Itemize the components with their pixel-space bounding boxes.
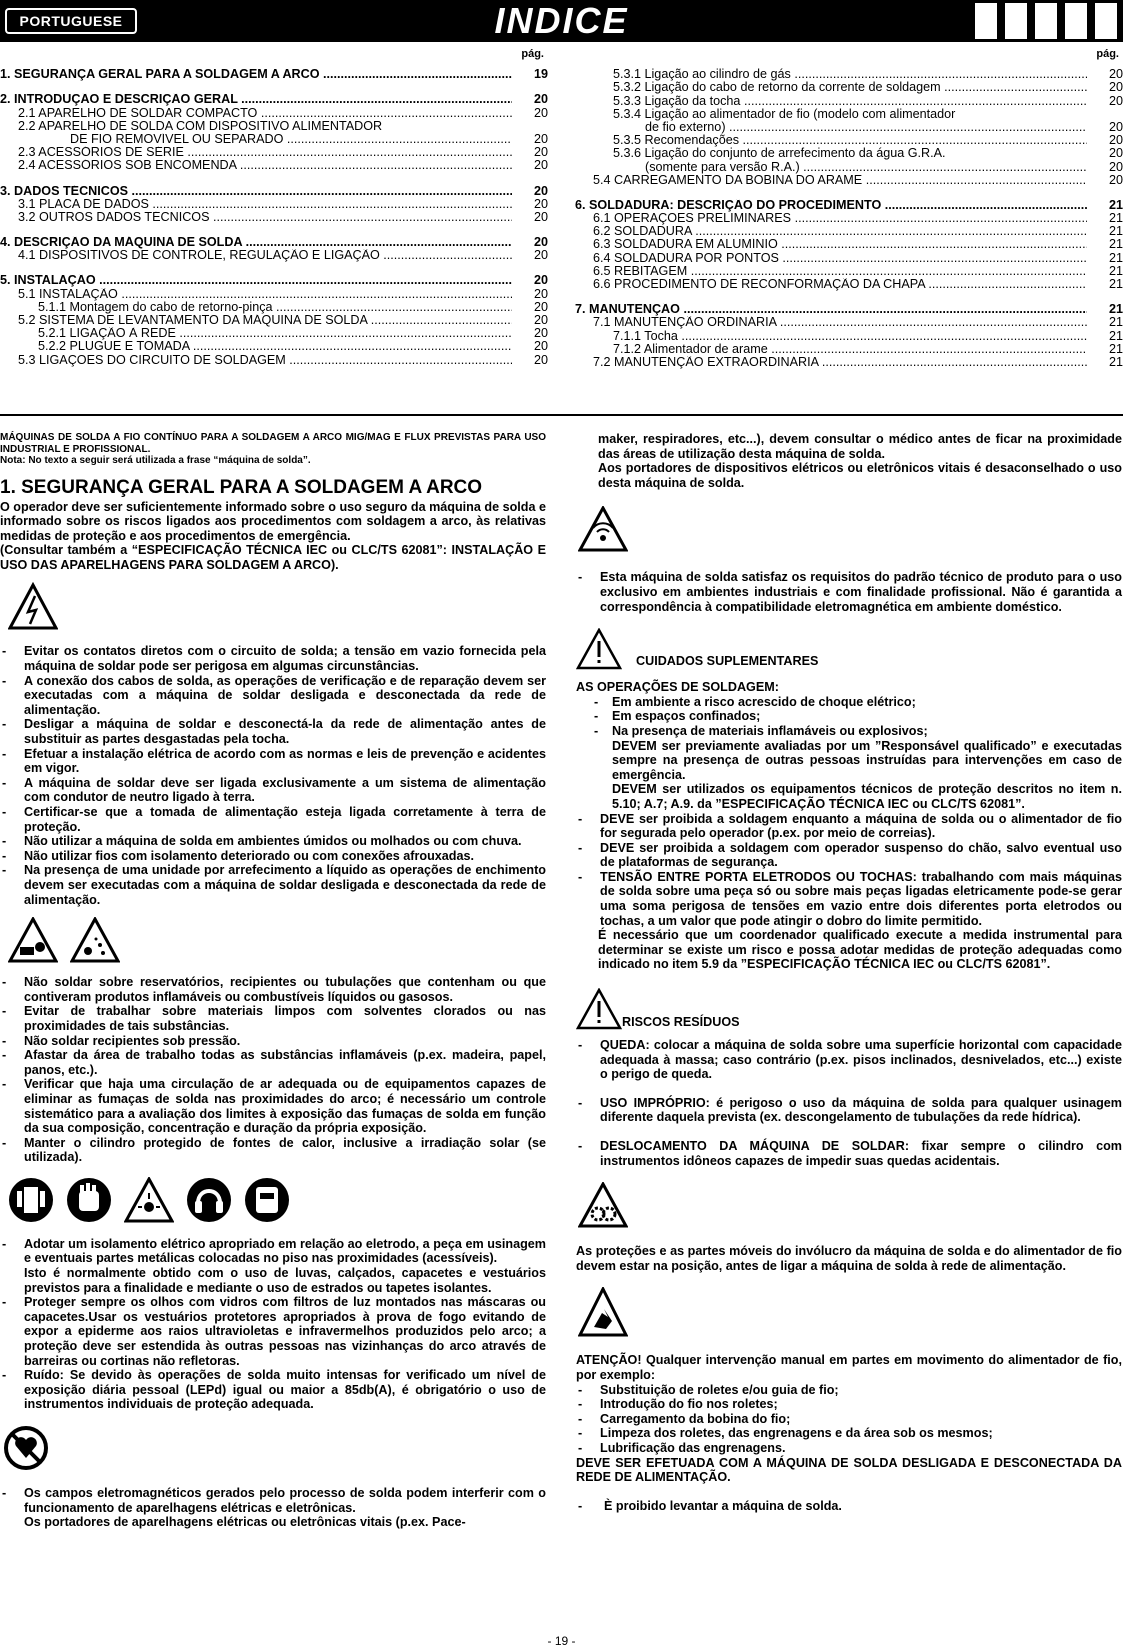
paragraph: DEVEM ser previamente avaliadas por um ”Responsável qualificado” e executadas sempre na presença de outras pessoas instruídas para intervenções em caso de emergência. — [612, 738, 1122, 782]
toc-entry-title: 7.2 MANUTENÇÃO EXTRAORDINÁRIA ..... — [575, 356, 1087, 369]
toc-entry-title: 6.4 SOLDADURA POR PONTOS ..... — [575, 252, 1087, 265]
list-item: - Ruído: Se devido às operações de solda muito intensas for verificado um nível de exposição diária pessoal (LEPd) igual ou maior a 85db(A), é obrigatório o uso de instrumentos individuais de proteção adequada. — [2, 1368, 546, 1412]
toc-entry-title: 7.1.1 Tocha ..... — [575, 330, 1087, 343]
paragraph: DEVEM ser utilizados os equipamentos técnicos de proteção descritos no item n. 5.10; A.7; A.9. da ”ESPECIFICAÇÃO TÉCNICA IEC ou CLC/TS 62081”. — [612, 782, 1122, 811]
care-title: CUIDADOS SUPLEMENTARES — [636, 653, 819, 668]
toc-entry — [575, 95, 1123, 108]
header-bars — [975, 3, 1117, 39]
toc-pag-label: pág. — [521, 48, 544, 60]
toc-entry-page: 20 — [533, 105, 548, 120]
list-item: - Efetuar a instalação elétrica de acordo com as normas e leis de prevenção e acidentes em vigor. — [2, 746, 546, 776]
toc-pag-label: pág. — [1096, 48, 1119, 60]
toc-entry-title: 6.6 PROCEDIMENTO DE RECONFORMAÇÃO DA CHAPA ..... — [575, 278, 1087, 291]
toc-entry — [0, 249, 548, 262]
toc-entry-page: 21 — [1108, 341, 1123, 356]
list-item: - Em ambiente a risco acrescido de choque elétrico; — [594, 694, 916, 709]
toc-entry-page: 20 — [533, 196, 548, 211]
list-item: - DEVE ser proibida a soldagem enquanto a máquina de solda ou o alimentador de fio for segurada pelo operador (p.ex. por meio de correias). — [578, 811, 1122, 841]
ear-protection-icon — [186, 1177, 232, 1223]
toc-entry-title: 5.3.1 Ligação ao cilindro de gás ..... — [575, 68, 1087, 81]
toc-entry — [575, 252, 1123, 265]
toc-entry-page: 20 — [1108, 67, 1123, 82]
list-item: - Não soldar recipientes sob pressão. — [2, 1033, 241, 1048]
toc-entry-page: 20 — [533, 131, 548, 146]
toc-entry-title: 4.1 DISPOSITIVOS DE CONTROLE, REGULAÇÃO E LIGAÇÃO ..... — [0, 249, 512, 262]
toc-entry-page — [1087, 108, 1123, 121]
toc-entry — [0, 159, 548, 172]
list-item: - USO IMPRÓPRIO: é perigoso o uso da máquina de solda para qualquer usinagem diferente daquela prevista (ex. descongelamento de tubulações da rede hídrica). — [578, 1095, 1122, 1125]
toc-entry-page: 20 — [533, 299, 548, 314]
toc-entry-title: 6.2 SOLDADURA ..... — [575, 225, 1087, 238]
hand-crush-hazard-icon — [578, 1287, 1122, 1339]
toc-entry-page: 21 — [1108, 197, 1123, 212]
toc-entry — [575, 68, 1123, 81]
list-item: - Evitar os contatos diretos com o circuito de solda; a tensão em vazio fornecida pela máquina de soldar pode ser perigosa em algumas circunstâncias. — [2, 644, 546, 674]
list-item: - A conexão dos cabos de solda, as operações de verificação e de reparação devem ser executadas com a máquina de soldar desligada e desconectada da rede de alimentação. — [2, 673, 546, 717]
intro-note-line: Nota: No texto a seguir será utilizada a frase “máquina de solda”. — [0, 455, 311, 466]
toc-entry-page: 20 — [533, 326, 548, 341]
toc-entry-page: 20 — [1108, 133, 1123, 148]
list-item: - Adotar um isolamento elétrico apropriado em relação ao eletrodo, a peça em usinagem e eventuais partes metálicas colocadas no piso nas proximidades (acessíveis). Isto é normalmente obtido com o uso de luvas, calçados, capacetes e vestuários previstos para a finalidade e mediante o uso de estrados ou tapetes isolantes. — [2, 1236, 546, 1295]
safety-list-emf — [0, 1486, 546, 1530]
toc-entry-page: 20 — [533, 273, 548, 288]
language-label: PORTUGUESE — [5, 8, 137, 34]
list-item: - Proteger sempre os olhos com vidros com filtros de luz montados nas máscaras ou capacetes.Usar os vestuários protetores apropriados à prova de fogo evitando de expor a epiderme aos raios ultravioletas e infravermelhos produzidos pelo arco; a proteção deve ser estendida às outras pessoas nas vizinhanças do arco através de barreiras ou cortinas não refletoras. — [2, 1295, 546, 1368]
paragraph: (Consultar também a “ESPECIFICAÇÃO TÉCNICA IEC ou CLC/TS 62081”: INSTALAÇÃO E USO DAS APARELHAGENS PARA SOLDAGEM A ARCO). — [0, 543, 546, 572]
toc-entry-title: de fio externo) ..... — [575, 121, 1087, 134]
list-item: - È proibido levantar a máquina de solda. — [578, 1498, 842, 1513]
toc-entry-page: 20 — [533, 248, 548, 263]
list-item: - Os campos eletromagnéticos gerados pelo processo de solda podem interferir com o funcionamento de aparelhagens elétricas e eletrônicas. Os portadores de aparelhagens elétricas ou eletrônicas vitais (p.ex. Pace- — [2, 1486, 546, 1530]
gloves-icon — [66, 1177, 112, 1223]
toc-entry — [575, 356, 1123, 369]
intro-note — [0, 432, 546, 467]
paragraph: Aos portadores de dispositivos elétricos ou eletrônicos vitais é desaconselhado o uso desta máquina de solda. — [598, 461, 1122, 490]
toc-entry-page: 20 — [1108, 80, 1123, 95]
toc-entry-page: 20 — [533, 352, 548, 367]
toc-entry-title: 5. INSTALAÇÃO ..... — [0, 274, 512, 287]
toc-entry — [0, 107, 548, 120]
pacemaker-prohibited-icon — [4, 1426, 546, 1472]
electric-hazard-icon — [8, 582, 546, 634]
toc-entry — [0, 146, 548, 159]
list-item: - Afastar da área de trabalho todas as substâncias inflamáveis (p.ex. madeira, papel, panos, etc.). — [2, 1048, 546, 1077]
toc-entry — [575, 174, 1123, 187]
toc-entry-title: 2. INTRODUÇÃO E DESCRIÇÃO GERAL ..... — [0, 93, 512, 106]
toc-entry-page: 21 — [1108, 315, 1123, 330]
toc-entry-page: 21 — [1108, 211, 1123, 226]
toc-entry-title: 4. DESCRIÇÃO DA MÁQUINA DE SOLDA ..... — [0, 236, 512, 249]
toc-entry-title: 6.5 REBITAGEM ..... — [575, 265, 1087, 278]
toc-entry — [575, 81, 1123, 94]
attention-list — [576, 1383, 1122, 1456]
toc-entry — [575, 121, 1123, 134]
list-item: - Carregamento da bobina do fio; — [578, 1411, 791, 1426]
toc-entry-title: 1. SEGURANÇA GERAL PARA A SOLDAGEM A ARCO ..... — [0, 68, 512, 81]
left-column — [0, 432, 546, 1530]
toc-entry — [575, 134, 1123, 147]
list-item: - A máquina de soldar deve ser ligada exclusivamente a um sistema de alimentação com condutor de neutro ligado à terra. — [2, 775, 546, 805]
list-item: - Substituição de roletes e/ou guia de fio; — [578, 1382, 839, 1397]
toc-entry — [575, 303, 1123, 316]
toc-entry-page: 20 — [533, 313, 548, 328]
toc-entry-page: 20 — [533, 339, 548, 354]
toc-entry-page: 21 — [1108, 328, 1123, 343]
page-title: INDICE — [494, 0, 629, 41]
toc-entry — [0, 288, 548, 301]
list-item: - Esta máquina de solda satisfaz os requisitos do padrão técnico de produto para o uso exclusivo em ambientes industriais e com finalidade profissional. Não é garantida a correspondência à compatibilidade eletromagnética em ambiente doméstico. — [578, 570, 1122, 614]
toc-entry-page: 21 — [1108, 250, 1123, 265]
toc-entry — [0, 68, 548, 81]
section-heading: 1. SEGURANÇA GERAL PARA A SOLDAGEM A ARCO — [0, 476, 483, 498]
page-number: - 19 - — [547, 1634, 576, 1648]
list-item: - TENSÃO ENTRE PORTA ELETRODOS OU TOCHAS: trabalhando com mais máquinas de solda sobre uma peça só ou sobre mais peças ligadas eletricamente pode-se gerar uma soma perigosa de tensões em vazio entre dois diferentes porta eletrodos ou tochas, a um valor que pode atingir o dobro do limite permitido. — [578, 869, 1122, 928]
list-item: - QUEDA: colocar a máquina de solda sobre uma superfície horizontal com capacidade adequada à massa; caso contrário (p.ex. pisos inclinados, desnivelados, etc...) existe o perigo de queda. — [578, 1038, 1122, 1082]
paragraph: As proteções e as partes móveis do invólucro da máquina de solda e do alimentador de fio devem estar na posição, antes de ligar a máquina de solda à rede de alimentação. — [576, 1244, 1122, 1273]
list-item: - Limpeza dos roletes, das engrenagens e da área sob os mesmos; — [578, 1426, 993, 1441]
list-item: - DESLOCAMENTO DA MÁQUINA DE SOLDAR: fixar sempre o cilindro com instrumentos idôneos capazes de impedir suas quedas acidentais. — [578, 1139, 1122, 1168]
emc-hazard-icon — [578, 506, 1122, 554]
toc-entry-page: 20 — [1108, 119, 1123, 134]
list-item: - Desligar a máquina de soldar e desconectá-la da rede de alimentação antes de substituir as partes desgastadas pela tocha. — [2, 717, 546, 747]
risk-list — [576, 1038, 1122, 1168]
toc-entry — [0, 185, 548, 198]
toc-entry-title: (somente para versão R.A.) ..... — [575, 161, 1087, 174]
toc-entry-page: 21 — [1108, 224, 1123, 239]
toc-entry — [575, 316, 1123, 329]
toc-entry-title: 6.1 OPERAÇÕES PRELIMINARES ..... — [575, 212, 1087, 225]
protective-clothing-icon — [8, 1177, 54, 1223]
safety-list-ppe — [0, 1237, 546, 1412]
toc-right — [575, 48, 1123, 369]
toc-entry — [0, 274, 548, 287]
paragraph: maker, respiradores, etc...), devem consultar o médico antes de ficar na proximidade das áreas de utilização desta máquina de solda. — [598, 432, 1122, 461]
toc-entry-page: 20 — [533, 145, 548, 160]
toc-entry-page: 20 — [1108, 93, 1123, 108]
welding-mask-icon — [244, 1177, 290, 1223]
list-item: - DEVE ser proibida a soldagem com operador suspenso do chão, salvo eventual uso de plataformas de segurança. — [578, 840, 1122, 870]
list-item: - Na presença de uma unidade por arrefecimento a líquido as operações de enchimento devem ser executadas com a máquina de soldar desligada e desconectada da rede de alimentação. — [2, 863, 546, 907]
intro-line: MÁQUINAS DE SOLDA A FIO CONTÍNUO PARA A SOLDAGEM A ARCO MIG/MAG E FLUX PREVISTAS PARA USO INDUSTRIAL E PROFISSIONAL. — [0, 432, 546, 455]
toc-entry-title: 2.3 ACESSÓRIOS DE SÉRIE ..... — [0, 146, 512, 159]
toc-entry-title: 3.1 PLACA DE DADOS ..... — [0, 198, 512, 211]
list-item: - Não utilizar fios com isolamento deteriorado ou com conexões afrouxadas. — [2, 848, 474, 863]
warning-icon — [576, 628, 622, 670]
list-item: - Evitar de trabalhar sobre materiais limpos com solventes clorados ou nas proximidades de tais substâncias. — [2, 1004, 546, 1033]
ops-list — [576, 695, 1122, 739]
toc-entry-title: 2.4 ACESSÓRIOS SOB ENCOMENDA ..... — [0, 159, 512, 172]
toc-entry-page: 20 — [533, 209, 548, 224]
toc-entry-title: 5.2.2 PLUGUE E TOMADA ..... — [0, 340, 512, 353]
toc-entry-page: 20 — [1108, 159, 1123, 174]
list-item: - Na presença de materiais inflamáveis ou explosivos; — [594, 723, 928, 738]
toc-entry-title: 5.1 INSTALAÇÃO ..... — [0, 288, 512, 301]
toc-entry-title: 2.1 APARELHO DE SOLDAR COMPACTO ..... — [0, 107, 512, 120]
toc-left — [0, 48, 548, 367]
moving-parts-hazard-icon — [578, 1182, 1122, 1230]
safety-list-electric — [0, 644, 546, 907]
toc-entry-title: 2.2 APARELHO DE SOLDA COM DISPOSITIVO ALIMENTADOR — [18, 119, 383, 133]
toc-entry — [0, 301, 548, 314]
toc-entry — [0, 211, 548, 224]
toc-entry — [575, 212, 1123, 225]
safety-list-fire — [0, 975, 546, 1165]
list-item: - Manter o cilindro protegido de fontes de calor, inclusive a irradiação solar (se utilizada). — [2, 1135, 546, 1165]
list-item: - Lubrificação das engrenagens. — [578, 1440, 786, 1455]
toc-entry — [0, 314, 548, 327]
toc-entry-page: 20 — [533, 286, 548, 301]
header-bar — [0, 0, 1123, 42]
toc-entry-title: 5.4 CARREGAMENTO DA BOBINA DO ARAME ..... — [575, 174, 1087, 187]
toc-entry-title: 3. DADOS TÉCNICOS ..... — [0, 185, 512, 198]
toc-entry-title: 6. SOLDADURA: DESCRIÇÃO DO PROCEDIMENTO ..... — [575, 199, 1087, 212]
toc-entry-title: 5.2.1 LIGAÇÃO À REDE ..... — [0, 327, 512, 340]
toc-entry — [0, 93, 548, 106]
toc-entry-page: 20 — [533, 235, 548, 250]
toc-entry — [575, 161, 1123, 174]
toc-entry — [575, 147, 1123, 160]
toc-entry-page — [512, 120, 548, 133]
toc-entry — [575, 225, 1123, 238]
must-list — [576, 812, 1122, 929]
list-item: - Verificar que haja uma circulação de ar adequada ou de equipamentos capazes de eliminar as fumaças de solda nas proximidades do arco; é necessário um controle sistemático para a avaliação dos limites à exposição das fumaças de solda em função da sua composição, concentração e duração da própria exposição. — [2, 1077, 546, 1136]
list-item: - Em espaços confinados; — [594, 709, 761, 724]
right-column — [576, 432, 1122, 1513]
toc-entry-page: 21 — [1108, 302, 1123, 317]
toc-entry-title: 5.3.4 Ligação ao alimentador de fio (modelo com alimentador — [613, 107, 956, 121]
toc-entry-page: 20 — [533, 183, 548, 198]
paragraph: É necessário que um coordenador qualificado execute a medida instrumental para determinar se existe um risco e possa adotar medidas de proteção adequadas como indicado no item 5.9 da ”ESPECIFICAÇÃO TÉCNICA IEC ou CLC/TS 62081”. — [598, 928, 1122, 972]
toc-entry-page: 21 — [1108, 277, 1123, 292]
toc-entry-title: 5.3.2 Ligação do cabo de retorno da corrente de soldagem ..... — [575, 81, 1087, 94]
ops-title: AS OPERAÇÕES DE SOLDAGEM: — [576, 680, 779, 695]
toc-entry-title: 7.1 MANUTENÇÃO ORDINÁRIA ..... — [575, 316, 1087, 329]
toc-entry-title: DE FIO REMOVÍVEL OU SEPARADO ..... — [0, 133, 512, 146]
list-item: - Não soldar sobre reservatórios, recipientes ou tubulações que contenham ou que contiveram produtos inflamáveis ou combustíveis líquidos ou gasosos. — [2, 975, 546, 1004]
paragraph: DEVE SER EFETUADA COM A MÁQUINA DE SOLDA DESLIGADA E DESCONECTADA DA REDE DE ALIMENTAÇÃO. — [576, 1455, 1122, 1485]
toc-entry — [575, 265, 1123, 278]
explosion-hazard-icon — [70, 917, 120, 963]
toc-entry — [575, 238, 1123, 251]
paragraph: O operador deve ser suficientemente informado sobre o uso seguro da máquina de solda e informado sobre os riscos ligados aos procedimentos com soldagem a arco, às relativas medidas de proteção e aos procedimentos de emergência. — [0, 499, 546, 543]
toc-entry — [0, 327, 548, 340]
toc-entry — [575, 199, 1123, 212]
toc-entry-title: 6.3 SOLDADURA EM ALUMÍNIO ..... — [575, 238, 1087, 251]
toc-entry-title: 5.3.3 Ligação da tocha ..... — [575, 95, 1087, 108]
toc-entry-page: 21 — [1108, 237, 1123, 252]
toc-entry-title: 5.3.6 Ligação do conjunto de arrefecimento da água G.R.A. — [613, 147, 946, 161]
toc-entry — [0, 340, 548, 353]
toc-entry-title: 5.3 LIGAÇÕES DO CIRCUITO DE SOLDAGEM ..... — [0, 354, 512, 367]
fire-hazard-icon — [8, 917, 58, 963]
toc-entry — [575, 330, 1123, 343]
toc-entry — [0, 198, 548, 211]
toc-entry — [575, 343, 1123, 356]
toc-entry — [0, 120, 548, 133]
toc-entry-title: 5.3.5 Recomendações ..... — [575, 134, 1087, 147]
section-divider — [0, 414, 1123, 416]
warning-icon — [576, 988, 622, 1030]
toc-entry-title: 5.2 SISTEMA DE LEVANTAMENTO DA MÁQUINA DE SOLDA ..... — [0, 314, 512, 327]
list-item: - Não utilizar a máquina de solda em ambientes úmidos ou molhados ou com chuva. — [2, 834, 522, 849]
toc-entry-title: 7. MANUTENÇÃO ..... — [575, 303, 1087, 316]
toc-entry-page: 19 — [533, 67, 548, 82]
toc-entry — [575, 278, 1123, 291]
attention-paragraph: ATENÇÃO! Qualquer intervenção manual em partes em movimento do alimentador de fio, por exemplo: — [576, 1353, 1122, 1382]
toc-entry-page: 20 — [1108, 146, 1123, 161]
toc-entry-title: 3.2 OUTROS DADOS TÉCNICOS ..... — [0, 211, 512, 224]
list-item: - Certificar-se que a tomada de alimentação esteja ligada corretamente à terra de proteção. — [2, 805, 546, 834]
toc-entry-page: 21 — [1108, 263, 1123, 278]
toc-entry-title: 7.1.2 Alimentador de arame ..... — [575, 343, 1087, 356]
toc-entry-title: 5.1.1 Montagem do cabo de retorno-pinça ..... — [0, 301, 512, 314]
arc-radiation-hazard-icon — [124, 1177, 174, 1223]
toc-entry-page: 20 — [533, 158, 548, 173]
risk-title: RISCOS RESÍDUOS — [622, 1015, 740, 1030]
toc-entry-page: 21 — [1108, 354, 1123, 369]
toc-entry — [0, 236, 548, 249]
toc-entry — [575, 108, 1123, 121]
toc-entry — [0, 133, 548, 146]
list-item: - Introdução do fio nos roletes; — [578, 1397, 778, 1412]
toc-entry-page: 20 — [533, 92, 548, 107]
toc-entry-page: 20 — [1108, 172, 1123, 187]
toc-entry — [0, 354, 548, 367]
